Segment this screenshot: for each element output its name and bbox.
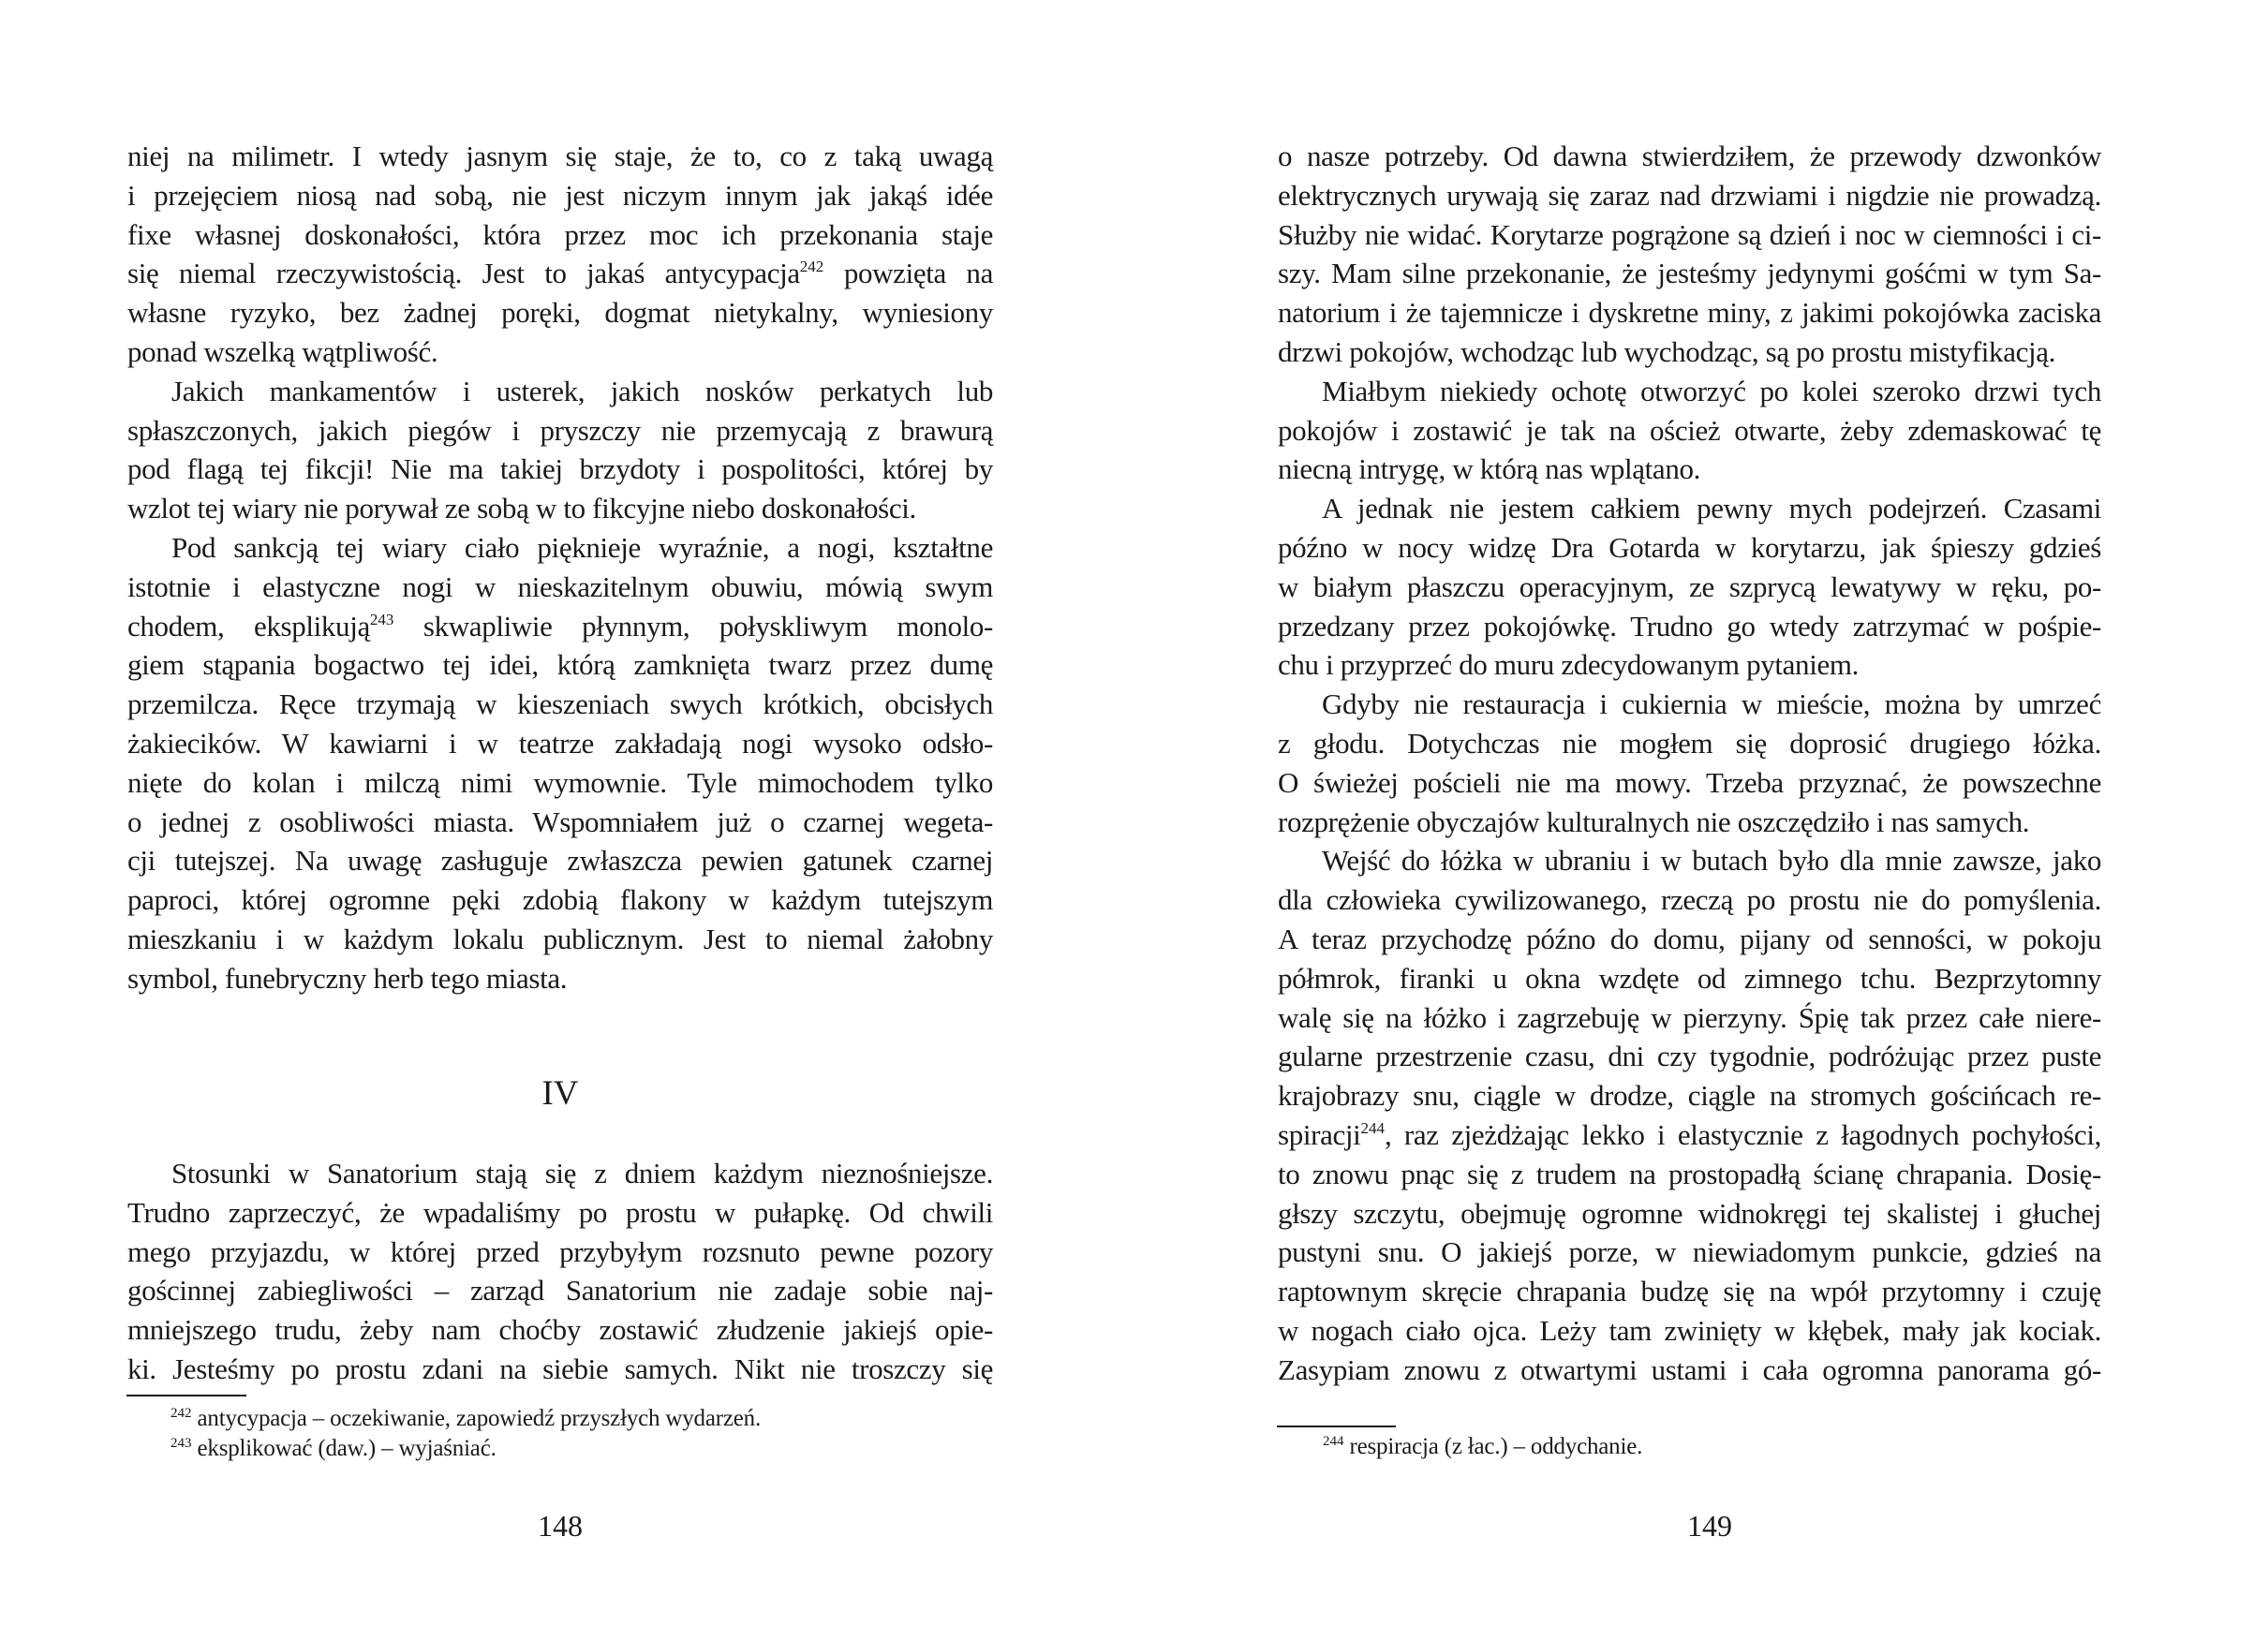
text-line (127, 531, 993, 565)
text-line (127, 1196, 993, 1230)
text-line (127, 375, 993, 408)
text-line (1278, 1158, 2101, 1191)
text-line (1278, 257, 2101, 290)
footnote-text: antycypacja – oczekiwanie, zapowiedź przyszłych wydarzeń. (197, 1406, 761, 1431)
line-text: giem stąpania bogactwo tej idei, którą zamknięta twarz przez dumę (127, 648, 993, 682)
line-text: o jednej z osobliwości miasta. Wspomniałem już o czarnej wegeta- (127, 805, 993, 838)
line-text: wzlot tej wiary nie porywał ze sobą w to fikcyjne niebo doskonałości. (127, 492, 916, 525)
line-text: z głodu. Dotychczas nie mogłem się doprosić drugiego łóżka. (1278, 727, 2101, 760)
line-text: Służby nie widać. Korytarze pogrążone są dzień i noc w ciemności i ci- (1278, 217, 2101, 251)
footnote (170, 1405, 761, 1433)
line-text: mieszkaniu i w każdym lokalu publicznym. Jest to niemal żałobny (127, 923, 993, 955)
text-line (1278, 1118, 2101, 1152)
text-line (1278, 414, 2101, 448)
line-text: pod flagą tej fikcji! Nie ma takiej brzydoty i pospolitości, której by (127, 452, 993, 486)
line-text: ki. Jesteśmy po prostu zdani na siebie samych. Nikt nie troszczy się (127, 1352, 993, 1385)
text-line (1278, 1079, 2101, 1113)
text-line (127, 727, 993, 761)
line-text: nięte do kolan i milczą nimi wymownie. Tyle mimochodem tylko (127, 765, 993, 799)
line-text: walę się na łóżko i zagrzebuję w pierzyny. Śpię tak przez całe niere- (1278, 1000, 2101, 1034)
line-text: Miałbym niekiedy ochotę otworzyć po kolei szeroko drzwi tych (1322, 374, 2101, 407)
text-line (127, 1313, 993, 1347)
line-text: krajobrazy snu, ciągle w drodze, ciągle na stromych gościńcach re- (1278, 1079, 2101, 1113)
line-text: Wejść do łóżka w ubraniu i w butach było dla mnie zawsze, jako (1322, 844, 2101, 878)
text-line (127, 766, 993, 800)
text-line (127, 414, 993, 448)
text-line (1278, 140, 2101, 173)
line-text: spiracji (1278, 1118, 1361, 1151)
line-text: niecną intrygę, w którą nas wplątano. (1278, 452, 1701, 486)
line-text: rozprężenie obyczajów kulturalnych nie oszczędziło i nas samych. (1278, 805, 2030, 838)
text-line (1278, 1275, 2101, 1308)
text-line (127, 296, 993, 330)
text-line (127, 805, 993, 839)
text-line (127, 1274, 993, 1307)
text-line (1278, 570, 2101, 604)
right-page (1134, 0, 2268, 1625)
footnote (1323, 1433, 1642, 1461)
text-line (127, 257, 993, 290)
text-line (127, 452, 993, 486)
text-line (127, 492, 993, 525)
text-line (127, 1235, 993, 1269)
text-line (1278, 883, 2101, 917)
line-text: i przejęciem niosą nad sobą, nie jest niczym innym jak jakąś idée (127, 178, 993, 212)
line-text: żakiecików. W kawiarni i w teatrze zakładają nogi wysoko odsło- (127, 727, 993, 760)
footnote-number: 243 (170, 1436, 192, 1451)
line-text: chodem, eksplikują (127, 609, 370, 643)
line-text: gularne przestrzenie czasu, dni czy tygodnie, podróżując przez puste (1278, 1040, 2101, 1073)
text-line (127, 648, 993, 682)
line-text: pustyni snu. O jakiejś porze, w niewiadomym punkcie, gdzieś na (1278, 1235, 2101, 1269)
line-text: się niemal rzeczywistością. Jest to jakaś antycypacja (127, 257, 800, 290)
text-line (127, 218, 993, 252)
text-line (127, 179, 993, 213)
line-text: głszy szczytu, obejmuję ogromne widnokręgi tej skalistej i głuchej (1278, 1196, 2101, 1230)
line-text: Pod sankcją tej wiary ciało pięknieje wyraźnie, a nogi, kształtne (171, 531, 993, 564)
text-line (1278, 610, 2101, 643)
line-text: własne ryzyko, bez żadnej poręki, dogmat nietykalny, wyniesiony (127, 296, 993, 330)
text-line (127, 923, 993, 956)
line-text: Trudno zaprzeczyć, że wpadaliśmy po prostu w pułapkę. Od chwili (127, 1195, 993, 1229)
text-line (1278, 1197, 2101, 1231)
footnote-reference[interactable]: 243 (369, 610, 394, 628)
text-line (127, 1157, 993, 1190)
text-line (1278, 335, 2101, 369)
footnote-rule (126, 1395, 246, 1396)
text-line (1278, 727, 2101, 761)
line-text: szy. Mam silne przekonanie, że jesteśmy jedynymi gośćmi w tym Sa- (1278, 257, 2101, 290)
line-text: cji tutejszej. Na uwagę zasługuje zwłaszcza pewien gatunek czarnej (127, 844, 993, 878)
line-text: pokojów i zostawić je tak na oścież otwarte, żeby zdemaskować tę (1278, 413, 2101, 447)
line-text: paproci, której ogromne pęki zdobią flakony w każdym tutejszym (127, 883, 993, 917)
text-line (1278, 1040, 2101, 1073)
page-number: 148 (538, 1509, 583, 1543)
line-text: późno w nocy widzę Dra Gotarda w korytarzu, jak śpieszy gdzieś (1278, 531, 2101, 564)
text-line (1278, 531, 2101, 565)
text-line (1278, 962, 2101, 996)
line-text: przemilcza. Ręce trzymają w kieszeniach swych krótkich, obcisłych (127, 687, 993, 721)
line-text: chu i przyprzeć do muru zdecydowanym pytaniem. (1278, 648, 1860, 682)
text-line (1278, 179, 2101, 213)
line-text: A jednak nie jestem całkiem pewny mych podejrzeń. Czasami (1322, 492, 2101, 525)
line-text: elektrycznych urywają się zaraz nad drzwiami i nigdzie nie prowadzą. (1278, 178, 2101, 212)
text-line (127, 687, 993, 721)
line-text: w nogach ciało ojca. Leży tam zwinięty w kłębek, mały jak kociak. (1278, 1314, 2101, 1347)
line-text: istotnie i elastyczne nogi w nieskazitelnym obuwiu, mówią swym (127, 569, 993, 603)
text-line (1278, 805, 2101, 839)
line-text: gościnnej zabiegliwości – zarząd Sanatorium nie zadaje sobie naj- (127, 1274, 993, 1307)
text-line (1278, 844, 2101, 878)
footnote (170, 1435, 497, 1463)
section-heading: IV (541, 1074, 579, 1113)
text-line (1278, 218, 2101, 252)
text-line (127, 335, 993, 369)
text-line (1278, 687, 2101, 721)
footnote-number: 244 (1323, 1434, 1344, 1449)
footnote-reference[interactable]: 242 (799, 258, 824, 276)
text-line (1278, 1314, 2101, 1348)
line-text: skwapliwie płynnym, połyskliwym monolo- (393, 609, 993, 643)
text-line (1278, 648, 2101, 682)
line-text: mniejszego trudu, żeby nam choćby zostawić złudzenie jakiejś opie- (127, 1313, 993, 1347)
line-text: , raz zjeżdżając lekko i elastycznie z łagodnych pochyłości, (1384, 1118, 2101, 1151)
line-text: drzwi pokojów, wchodząc lub wychodząc, są po prostu mistyfikacją. (1278, 335, 2056, 368)
line-text: półmrok, firanki u okna wzdęte od zimnego tchu. Bezprzytomny (1278, 961, 2101, 995)
text-line (1278, 1353, 2101, 1387)
line-text: Jakich mankamentów i usterek, jakich nosków perkatych lub (171, 374, 993, 407)
text-line (1278, 1001, 2101, 1035)
line-text: Gdyby nie restauracja i cukiernia w mieście, można by umrzeć (1322, 687, 2101, 721)
text-line (127, 962, 993, 996)
line-text: fixe własnej doskonałości, która przez moc ich przekonania staje (127, 217, 993, 251)
line-text: symbol, funebryczny herb tego miasta. (127, 961, 568, 995)
line-text: przedzany przez pokojówkę. Trudno go wtedy zatrzymać w pośpie- (1278, 609, 2101, 643)
footnote-text: eksplikować (daw.) – wyjaśniać. (197, 1436, 497, 1461)
text-line (127, 140, 993, 173)
text-line (127, 883, 993, 917)
line-text: A teraz przychodzę późno do domu, pijany od senności, w pokoju (1278, 923, 2101, 955)
line-text: w białym płaszczu operacyjnym, ze szprycą lewatywy w ręku, po- (1278, 569, 2101, 603)
line-text: Zasypiam znowu z otwartymi ustami i cała ogromna panorama gó- (1278, 1352, 2101, 1386)
line-text: ponad wszelką wątpliwość. (127, 335, 438, 368)
text-line (1278, 296, 2101, 330)
text-line (1278, 766, 2101, 800)
footnote-text: respiracja (z łac.) – oddychanie. (1349, 1434, 1643, 1459)
line-text: dla człowieka cywilizowanego, rzeczą po prostu nie do pomyślenia. (1278, 883, 2101, 917)
footnote-rule (1277, 1426, 1396, 1427)
text-line (1278, 492, 2101, 525)
page-number: 149 (1687, 1509, 1732, 1543)
line-text: powzięta na (823, 257, 993, 290)
text-line (127, 1352, 993, 1386)
line-text: to znowu pnąc się z trudem na prostopadłą ścianę chrapania. Dosię- (1278, 1157, 2101, 1190)
line-text: o nasze potrzeby. Od dawna stwierdziłem, że przewody dzwonków (1278, 140, 2101, 172)
footnote-number: 242 (170, 1406, 192, 1421)
line-text: spłaszczonych, jakich piegów i pryszczy nie przemycają z brawurą (127, 413, 993, 447)
line-text: mego przyjazdu, w której przed przybyłym rozsnuto pewne pozory (127, 1234, 993, 1268)
text-line (127, 844, 993, 878)
footnote-reference[interactable]: 244 (1360, 1119, 1385, 1137)
line-text: niej na milimetr. I wtedy jasnym się staje, że to, co z taką uwagą (127, 140, 993, 172)
line-text: O świeżej pościeli nie ma mowy. Trzeba przyznać, że powszechne (1278, 765, 2101, 799)
text-line (1278, 1235, 2101, 1269)
line-text: Stosunki w Sanatorium stają się z dniem każdym nieznośniejsze. (171, 1157, 993, 1189)
line-text: natorium i że tajemnicze i dyskretne miny, z jakimi pokojówka zaciska (1278, 296, 2101, 330)
text-line (127, 570, 993, 604)
text-line (1278, 923, 2101, 956)
text-line (127, 610, 993, 643)
text-line (1278, 452, 2101, 486)
line-text: raptownym skręcie chrapania budzę się na wpół przytomny i czuję (1278, 1275, 2101, 1308)
text-line (1278, 375, 2101, 408)
